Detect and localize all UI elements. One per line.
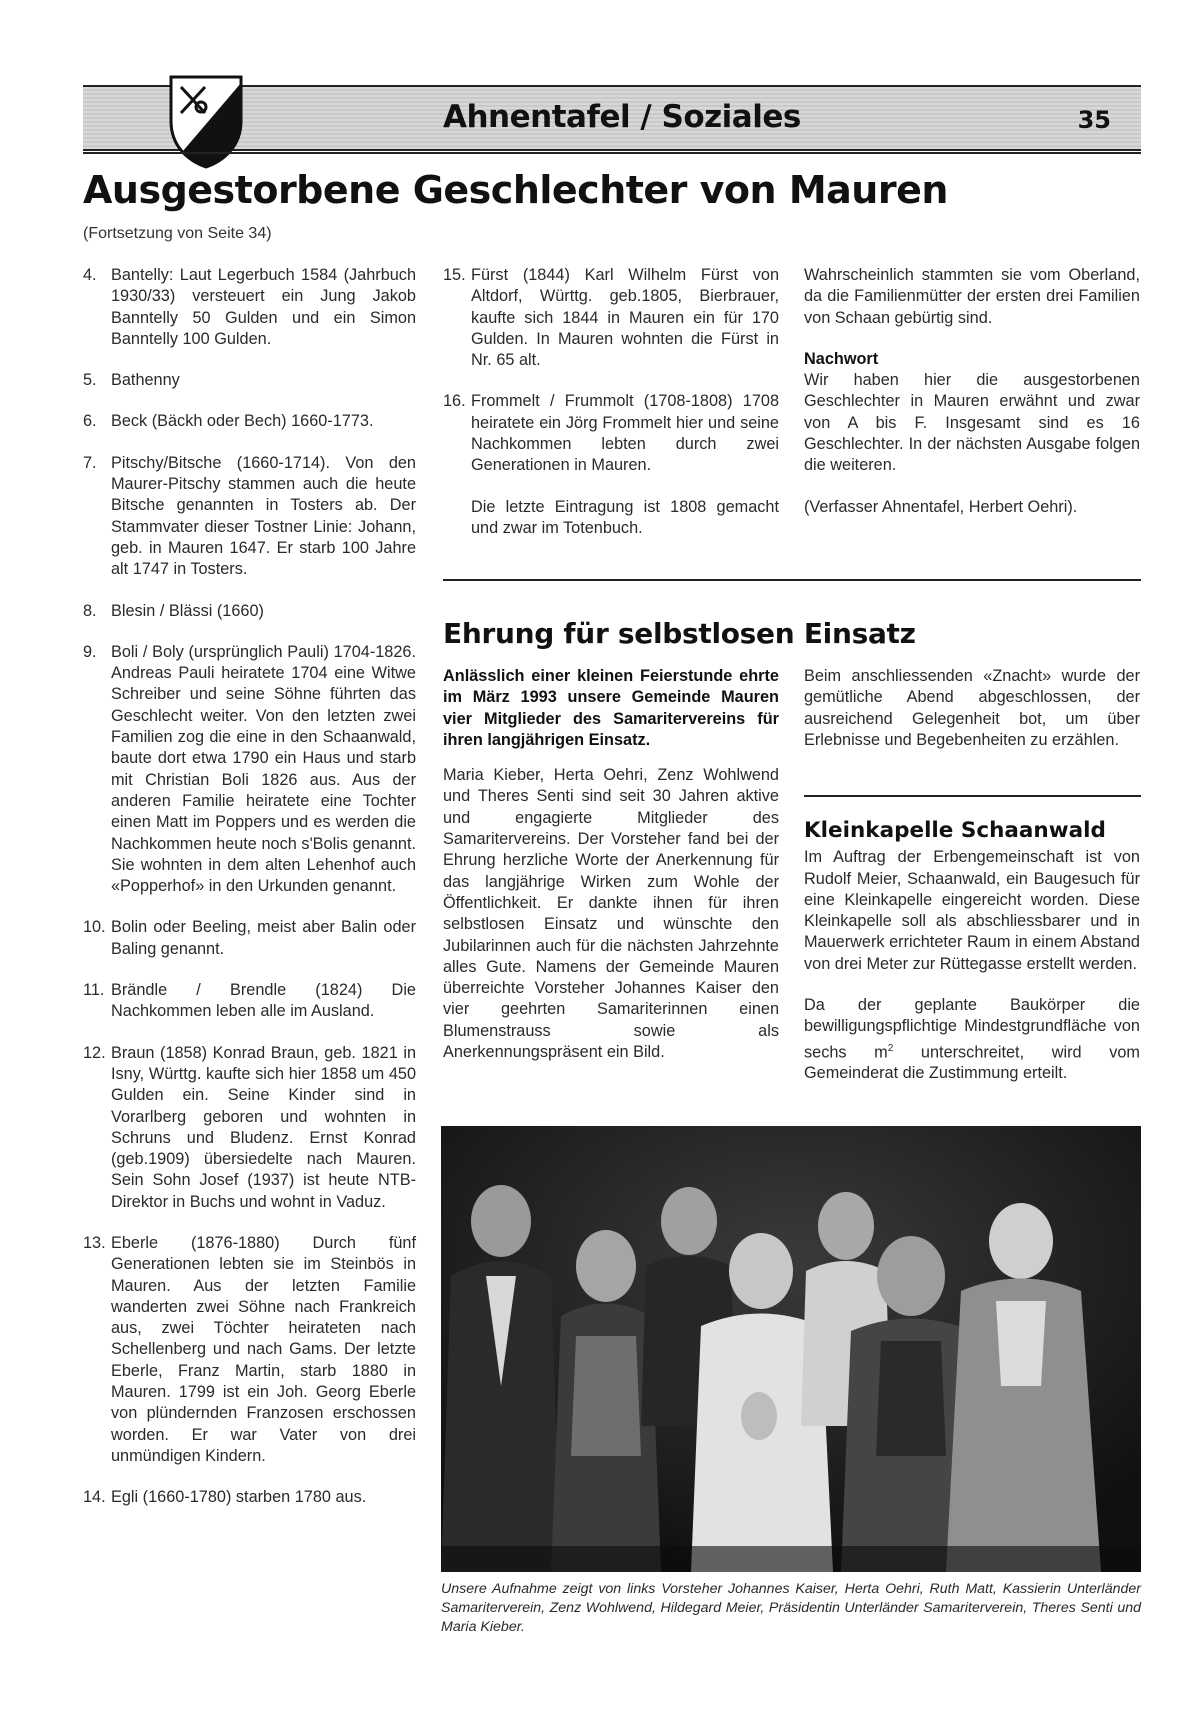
list-item [443,265,779,371]
section-header-title: Ahnentafel / Soziales [443,99,801,135]
entry-text: Pitschy/Bitsche (1660-1714). Von den Maurer-Pitschy stammen auch die heute Bitsche genannten in Tosters ab. Der Stammvater dieser Tostner Linie: Johann, geb. in Mauren 1647. Er starb 100 Jahre alt 1747 in Tosters. [111,453,416,579]
ehrung-closing: Beim anschliessenden «Znacht» wurde der gemütliche Abend abgeschlossen, der ausreichend Gelegenheit bot, um über Erlebnisse und Begebenheiten zu erzählen. [804,667,1140,749]
list-item [443,391,779,476]
last-entry-note: Die letzte Eintragung ist 1808 gemacht und zwar im Totenbuch. [471,497,779,537]
entry-text: Brändle / Brendle (1824) Die Nachkommen leben alle im Ausland. [111,981,416,1021]
entry-text: Beck (Bäckh oder Bech) 1660-1773. [111,412,374,431]
entry-number: 4. [83,266,97,284]
column-right [804,265,1140,538]
list-item [83,1487,416,1508]
entry-text: Egli (1660-1780) starben 1780 aus. [111,1488,367,1507]
kapelle-divider [804,795,1141,797]
ehrung-closing-column [804,666,1140,771]
ehrung-title: Ehrung für selbstlosen Einsatz [443,617,916,650]
kapelle-para1: Im Auftrag der Erbengemeinschaft ist von Rudolf Meier, Schaanwald, ein Baugesuch für eine Kleinkapelle eingereicht worden. Diese Kleinkapelle soll als abschliessbarer und in Mauerwerk errichteter Raum in einem Abstand von drei Meter zur Rüttegasse erstellt werden. [804,848,1140,973]
entry-text: Boli / Boly (ursprünglich Pauli) 1704-1826. Andreas Pauli heiratete 1704 eine Witwe Schreiber und seine Söhne führten das Geschlecht weiter. Von den letzten zwei Familien zog die eine in den Schaanwald, baute dort etwa 1790 ein Haus und starb mit Christian Boli 1826 aus. Aus der anderen Familie heiratete eine Tochter einen Matt im Poppers und es werden die Nachkommen heute noch s'Bolis genannt. Sie wohnten in dem alten Lehenhof auch «Popperhof» in den Urkunden genannt. [111,642,416,896]
entry-number: 13. [83,1233,106,1252]
list-item [83,370,416,391]
ehrung-body: Maria Kieber, Herta Oehri, Zenz Wohlwend und Theres Senti sind seit 30 Jahren aktive und engagierte Mitglieder des Samaritervereins. Der Vorsteher fand bei der Ehrung herzliche Worte der Anerkennung für das langjährige Wirken zum Wohle der Öffentlichkeit. Er dankte ihnen für ihren selbstlosen Einsatz und wünschte den Jubilarinnen auch für die nächsten Jahrzehnte alles Gute. Namens der Gemeinde Mauren überreichte Vorsteher Johannes Kaiser den vier geehrten Samariterinnen einen Blumenstrauss sowie als Anerkennungspräsent ein Bild. [443,766,779,1062]
entry-text: Frommelt / Frummolt (1708-1808) 1708 heiratete ein Jörg Frommelt hier und seine Nachkommen lebten durch zwei Generationen in Mauren. [471,392,779,475]
list-item [83,980,416,1023]
entry-number: 9. [83,642,97,661]
entry-number: 5. [83,371,97,390]
kapelle-para2 [804,995,1140,1085]
entry-number: 10. [83,918,106,937]
list-item [83,265,416,350]
list-item [83,453,416,581]
ehrung-lead: Anlässlich einer kleinen Feierstunde ehrte im März 1993 unsere Gemeinde Mauren vier Mitglieder des Samaritervereins für ihren langjährigen Einsatz. [443,667,779,749]
section-divider [443,579,1141,581]
entry-text: Braun (1858) Konrad Braun, geb. 1821 in Isny, Württg. kaufte sich hier 1858 um 450 Gulden ein. Seine Kinder sind in Vorarlberg geboren und wohnten in Schruns und Bludenz. Ernst Konrad (geb.1909) übersiedelte nach Mauren. Sein Sohn Josef (1937) ist heute NTB-Direktor in Buchs und wohnt in Vaduz. [111,1043,416,1211]
group-photo [441,1126,1141,1572]
page-number: 35 [1077,106,1111,134]
group-photo-illustration [441,1126,1141,1572]
photo-caption: Unsere Aufnahme zeigt von links Vorsteher Johannes Kaiser, Herta Oehri, Ruth Matt, Kassierin Unterländer Samariterverein, Zenz Wohlwend, Hildegard Meier, Präsidentin Unterländer Samariterverein, Theres Senti und Maria Kieber. [441,1581,1141,1635]
list-item [83,1233,416,1467]
list-item [83,642,416,898]
entry-number: 11. [83,981,105,1000]
nachwort-text: Wir haben hier die ausgestorbenen Geschlechter in Mauren erwähnt und zwar von A bis F. Insgesamt sind es 16 Geschlechter. In der nächsten Ausgabe folgen die weiteren. [804,371,1140,475]
entry-number: 14. [83,1488,106,1507]
entry-number: 16. [443,392,466,411]
coat-of-arms-icon [167,73,245,169]
entry-text: Bolin oder Beeling, meist aber Balin oder Baling genannt. [111,918,416,958]
article-subtitle: (Fortsetzung von Seite 34) [83,225,272,242]
entry-text: Blesin / Blässi (1660) [111,601,264,620]
column-middle [443,265,779,559]
entry-text: Bathenny [111,371,180,390]
author-credit: (Verfasser Ahnentafel, Herbert Oehri). [804,497,1078,516]
kapelle-para2-end: unterschreitet, wird vom Gemeinderat die Zustimmung erteilt. [804,1043,1140,1083]
page-header [83,85,1141,155]
list-item [83,1043,416,1213]
list-item [83,917,416,960]
entry-number: 8. [83,601,97,620]
square-superscript: 2 [887,1042,894,1054]
entry-number: 7. [83,453,97,472]
ehrung-column [443,666,779,1083]
entry-number: 6. [83,412,97,431]
kapelle-title: Kleinkapelle Schaanwald [804,818,1106,843]
nachwort-heading: Nachwort [804,349,879,368]
entry-text: Bantelly: Laut Legerbuch 1584 (Jahrbuch 1930/33) versteuert ein Jung Jakob Banntelly 50 Gulden und ein Simon Banntelly 100 Gulden. [111,266,416,348]
entry-text: Fürst (1844) Karl Wilhelm Fürst von Altdorf, Württg. geb.1805, Bierbrauer, kaufte sich 1844 in Mauren ein für 170 Gulden. In Mauren wohnten die Fürst in Nr. 65 alt. [471,266,779,370]
kapelle-para2-start: Da der geplante Baukörper die bewilligungspflichtige Mindestgrundfläche von sechs m [804,996,1140,1062]
kapelle-column [804,820,1140,1105]
entry-number: 12. [83,1043,106,1062]
list-item [83,601,416,622]
article-title: Ausgestorbene Geschlechter von Mauren [83,168,948,212]
header-divider [83,152,1141,154]
origin-note: Wahrscheinlich stammten sie vom Oberland, da die Familienmütter der ersten drei Familien von Schaan gebürtig sind. [804,266,1140,327]
entry-text: Eberle (1876-1880) Durch fünf Generationen lebten sie im Steinbös in Mauren. Aus der letzten Familie wanderten zwei Söhne nach Frankreich aus, zwei Töchter heirateten nach Schellenberg und nach Gams. Der letzte Eberle, Franz Martin, starb 1880 in Mauren. 1799 ist ein Joh. Georg Eberle von plündernden Franzosen erschossen worden. Er war Vater von drei unmündigen Kindern. [111,1233,416,1465]
entry-number: 15. [443,266,466,284]
column-left [83,265,416,1529]
list-item [83,411,416,432]
